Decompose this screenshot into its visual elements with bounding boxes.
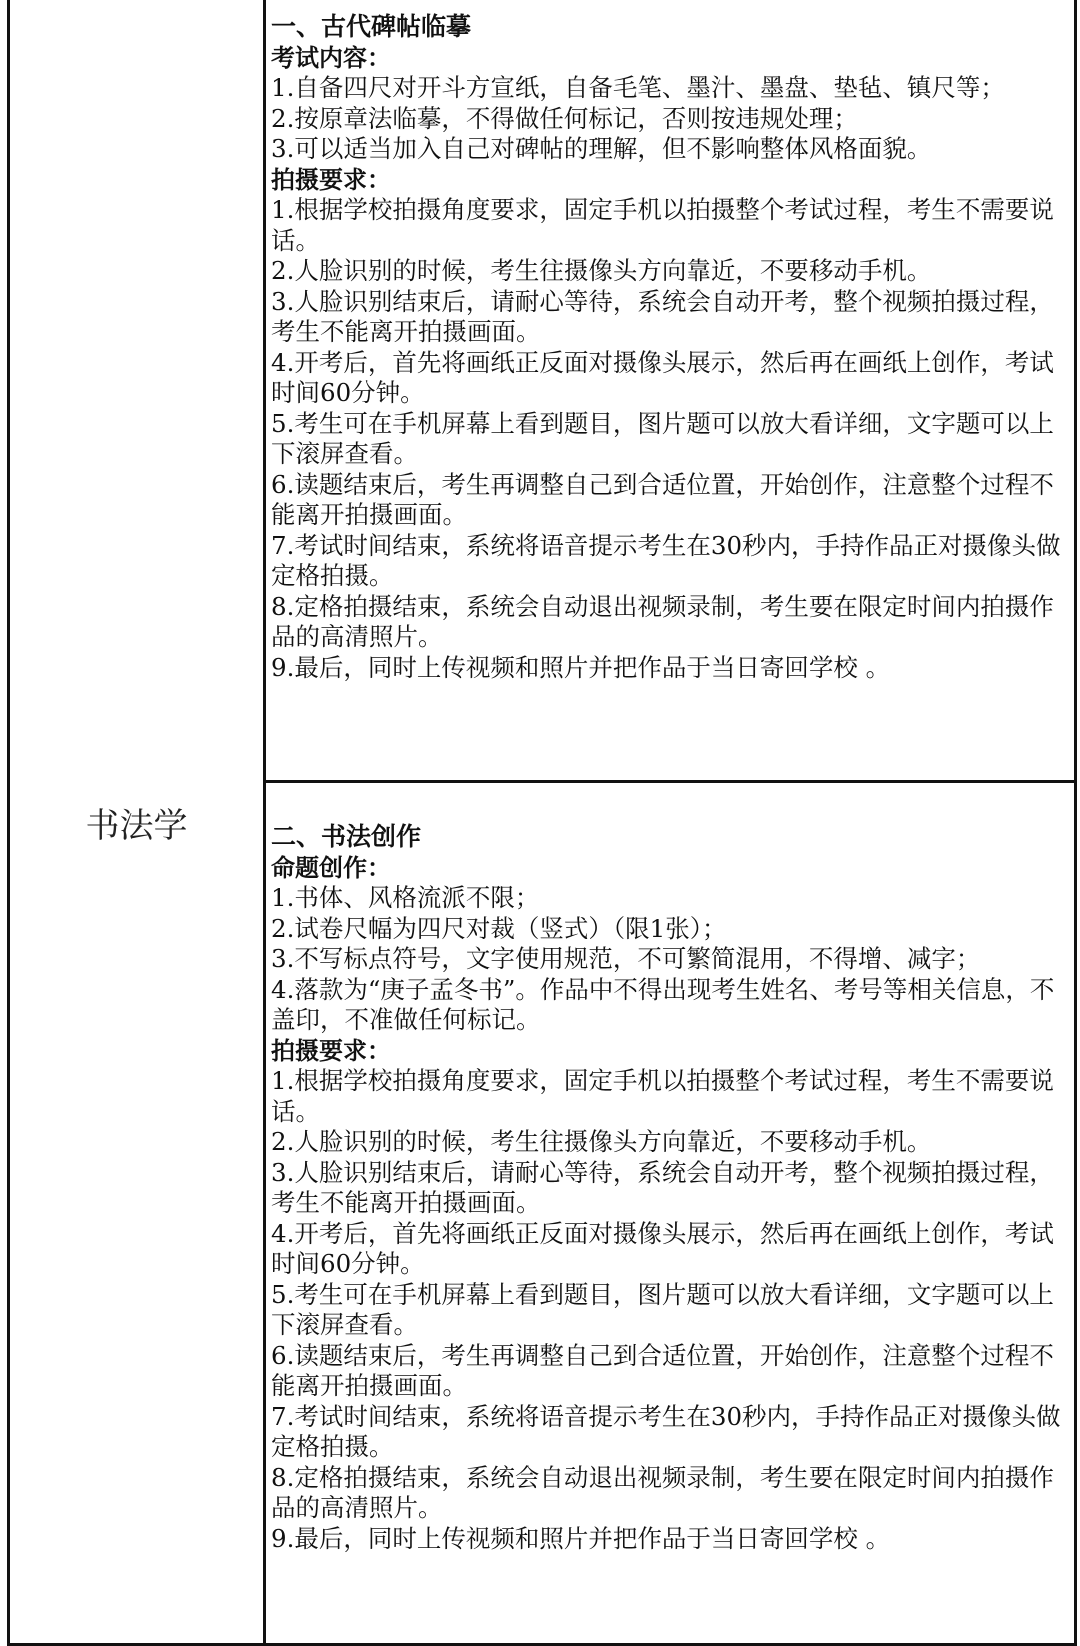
section-2-content-item: 2.试卷尺幅为四尺对裁（竖式）（限1张）； [271,913,727,943]
section-1-shoot-label: 拍摄要求： [271,165,391,194]
section-1-content-item: 2.按原章法临摹，不得做任何标记，否则按违规处理； [271,103,858,133]
section-1-shoot-item: 3.人脸识别结束后，请耐心等待，系统会自动开考，整个视频拍摄过程，考生不能离开拍摄画面。 [271,286,1054,346]
section-2-content-item: 1.书体、风格流派不限； [271,883,540,912]
section-1-shoot-item: 8.定格拍摄结束，系统会自动退出视频录制，考生要在限定时间内拍摄作品的高清照片。 [271,591,1054,651]
section-2-cell [271,822,1071,1554]
column-divider [263,0,266,1646]
section-1-shoot-item: 7.考试时间结束，系统将语音提示考生在30秒内，手持作品正对摄像头做定格拍摄。 [271,530,1061,590]
section-2-shoot-item: 6.读题结束后，考生再调整自己到合适位置，开始创作，注意整个过程不能离开拍摄画面。 [271,1340,1054,1400]
section-2-shoot-item: 1.根据学校拍摄角度要求，固定手机以拍摄整个考试过程，考生不需要说话。 [271,1066,1054,1126]
section-2-shoot-item: 9.最后，同时上传视频和照片并把作品于当日寄回学校 。 [271,1523,891,1553]
section-1-shoot-item: 9.最后，同时上传视频和照片并把作品于当日寄回学校 。 [271,652,891,682]
section-2-shoot-item: 7.考试时间结束，系统将语音提示考生在30秒内，手持作品正对摄像头做定格拍摄。 [271,1401,1061,1461]
section-1-content-label: 考试内容： [271,43,391,72]
section-2-shoot-item: 3.人脸识别结束后，请耐心等待，系统会自动开考，整个视频拍摄过程，考生不能离开拍摄画面。 [271,1157,1054,1217]
section-2-heading: 二、书法创作 [271,822,422,851]
section-1-cell [271,12,1071,683]
section-1-shoot-item: 6.读题结束后，考生再调整自己到合适位置，开始创作，注意整个过程不能离开拍摄画面。 [271,469,1054,529]
subject-cell: 书法学 [85,806,188,846]
section-1-shoot-item: 5.考生可在手机屏幕上看到题目，图片题可以放大看详细，文字题可以上下滚屏查看。 [271,408,1054,468]
section-2-shoot-item: 8.定格拍摄结束，系统会自动退出视频录制，考生要在限定时间内拍摄作品的高清照片。 [271,1462,1054,1522]
section-2-shoot-label: 拍摄要求： [271,1036,391,1065]
section-1-content-item: 3.可以适当加入自己对碑帖的理解，但不影响整体风格面貌。 [271,134,932,163]
section-1-shoot-item: 4.开考后，首先将画纸正反面对摄像头展示，然后再在画纸上创作，考试时间60分钟。 [271,347,1054,407]
section-2-shoot-item: 4.开考后，首先将画纸正反面对摄像头展示，然后再在画纸上创作，考试时间60分钟。 [271,1218,1054,1278]
section-2-content-item: 3.不写标点符号，文字使用规范，不可繁简混用，不得增、减字； [271,944,981,973]
section-2-content-label: 命题创作： [271,853,391,882]
section-2-content-item: 4.落款为“庚子孟冬书”。作品中不得出现考生姓名、考号等相关信息，不盖印，不准做任何标记。 [271,974,1055,1034]
section-1-content-item: 1.自备四尺对开斗方宣纸，自备毛笔、墨汁、墨盘、垫毡、镇尺等； [271,73,1005,102]
section-1-heading: 一、古代碑帖临摹 [271,12,472,41]
row-divider [266,780,1074,783]
section-2-shoot-item: 2.人脸识别的时候，考生往摄像头方向靠近，不要移动手机。 [271,1127,932,1156]
section-1-shoot-item: 2.人脸识别的时候，考生往摄像头方向靠近，不要移动手机。 [271,256,932,285]
section-2-shoot-item: 5.考生可在手机屏幕上看到题目，图片题可以放大看详细，文字题可以上下滚屏查看。 [271,1279,1054,1339]
section-1-shoot-item: 1.根据学校拍摄角度要求，固定手机以拍摄整个考试过程，考生不需要说话。 [271,195,1054,255]
